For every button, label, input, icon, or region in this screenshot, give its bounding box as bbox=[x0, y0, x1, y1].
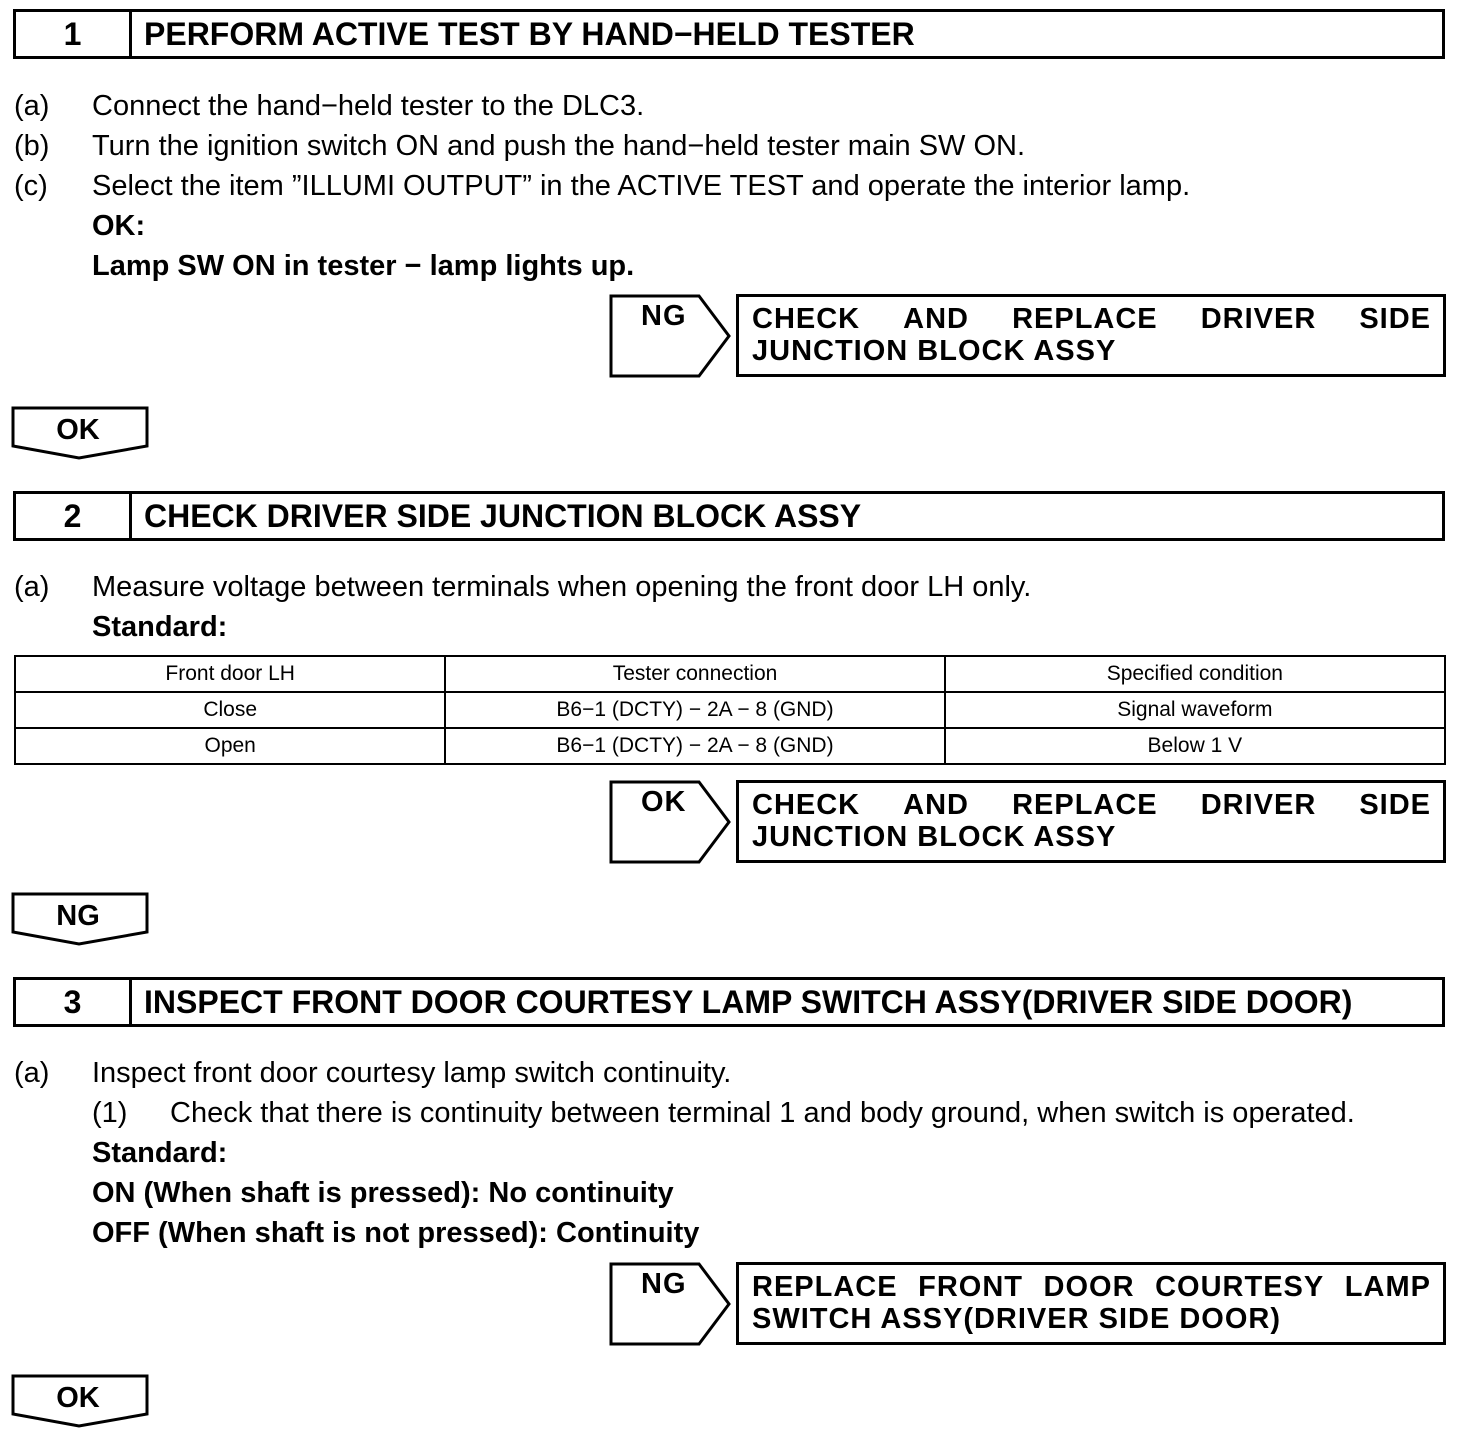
action-line-2: SWITCH ASSY(DRIVER SIDE DOOR) bbox=[752, 1303, 1282, 1335]
step-title: CHECK DRIVER SIDE JUNCTION BLOCK ASSY bbox=[144, 497, 862, 534]
table-header-cell: Front door LH bbox=[15, 656, 445, 692]
action-word: SIDE bbox=[1359, 789, 1431, 821]
action-word: REPLACE bbox=[752, 1271, 898, 1303]
spec-text: Lamp SW ON in tester − lamp lights up. bbox=[92, 250, 635, 282]
step-number: 1 bbox=[16, 12, 132, 56]
branch-tag-ok bbox=[609, 780, 733, 864]
branch-tag-ng bbox=[609, 1262, 733, 1346]
action-word: COURTESY bbox=[1155, 1271, 1325, 1303]
action-line-2: JUNCTION BLOCK ASSY bbox=[752, 335, 1117, 367]
action-word: AND bbox=[903, 303, 970, 335]
action-word: DRIVER bbox=[1200, 303, 1317, 335]
spec-label: OK: bbox=[92, 210, 146, 242]
branch-tag-ng bbox=[609, 294, 733, 378]
next-label: NG bbox=[56, 900, 100, 932]
step-3-header bbox=[13, 977, 1445, 1027]
action-word: LAMP bbox=[1344, 1271, 1431, 1303]
step-1-header bbox=[13, 9, 1445, 59]
next-label: OK bbox=[56, 1382, 100, 1414]
instruction-text: Connect the hand−held tester to the DLC3. bbox=[92, 90, 645, 122]
branch-action-box bbox=[736, 780, 1446, 863]
spec-line: ON (When shaft is pressed): No continuity bbox=[92, 1177, 674, 1209]
action-word: DRIVER bbox=[1200, 789, 1317, 821]
action-line-2: JUNCTION BLOCK ASSY bbox=[752, 821, 1117, 853]
step-title: PERFORM ACTIVE TEST BY HAND−HELD TESTER bbox=[144, 15, 915, 52]
branch-label: NG bbox=[641, 300, 687, 332]
table-cell: Below 1 V bbox=[945, 728, 1445, 764]
item-marker: (a) bbox=[14, 1057, 50, 1089]
table-row bbox=[15, 728, 1445, 764]
action-word: SIDE bbox=[1359, 303, 1431, 335]
next-tag-ok bbox=[11, 1374, 151, 1430]
branch-action-box bbox=[736, 294, 1446, 377]
spec-table bbox=[14, 655, 1446, 765]
step-title: INSPECT FRONT DOOR COURTESY LAMP SWITCH ASSY(DRIVER SIDE DOOR) bbox=[144, 983, 1353, 1020]
step-number: 3 bbox=[16, 980, 132, 1024]
subitem-text: Check that there is continuity between terminal 1 and body ground, when switch is operated. bbox=[170, 1097, 1355, 1129]
item-marker: (b) bbox=[14, 130, 50, 162]
step-2-header bbox=[13, 491, 1445, 541]
instruction-text: Measure voltage between terminals when opening the front door LH only. bbox=[92, 571, 1032, 603]
instruction-text: Turn the ignition switch ON and push the hand−held tester main SW ON. bbox=[92, 130, 1026, 162]
branch-label: NG bbox=[641, 1268, 687, 1300]
item-marker: (c) bbox=[14, 170, 48, 202]
next-label: OK bbox=[56, 414, 100, 446]
item-marker: (a) bbox=[14, 571, 50, 603]
action-word: CHECK bbox=[752, 789, 861, 821]
table-cell: B6−1 (DCTY) − 2A − 8 (GND) bbox=[445, 692, 944, 728]
step-number: 2 bbox=[16, 494, 132, 538]
next-tag-ok bbox=[11, 406, 151, 462]
action-word: REPLACE bbox=[1012, 789, 1158, 821]
subitem-marker: (1) bbox=[92, 1097, 128, 1129]
instruction-text: Select the item ”ILLUMI OUTPUT” in the ACTIVE TEST and operate the interior lamp. bbox=[92, 170, 1191, 202]
action-word: CHECK bbox=[752, 303, 861, 335]
action-word: REPLACE bbox=[1012, 303, 1158, 335]
table-row bbox=[15, 692, 1445, 728]
item-marker: (a) bbox=[14, 90, 50, 122]
action-word: AND bbox=[903, 789, 970, 821]
table-cell: Close bbox=[15, 692, 445, 728]
table-header-row bbox=[15, 656, 1445, 692]
table-cell: B6−1 (DCTY) − 2A − 8 (GND) bbox=[445, 728, 944, 764]
instruction-text: Inspect front door courtesy lamp switch continuity. bbox=[92, 1057, 732, 1089]
spec-label: Standard: bbox=[92, 1137, 228, 1169]
action-word: FRONT bbox=[918, 1271, 1023, 1303]
table-header-cell: Specified condition bbox=[945, 656, 1445, 692]
table-cell: Signal waveform bbox=[945, 692, 1445, 728]
spec-line: OFF (When shaft is not pressed): Continuity bbox=[92, 1217, 700, 1249]
spec-label: Standard: bbox=[92, 611, 228, 643]
next-tag-ng bbox=[11, 892, 151, 948]
branch-label: OK bbox=[641, 786, 687, 818]
branch-action-box bbox=[736, 1262, 1446, 1345]
action-word: DOOR bbox=[1043, 1271, 1135, 1303]
table-cell: Open bbox=[15, 728, 445, 764]
table-header-cell: Tester connection bbox=[445, 656, 944, 692]
